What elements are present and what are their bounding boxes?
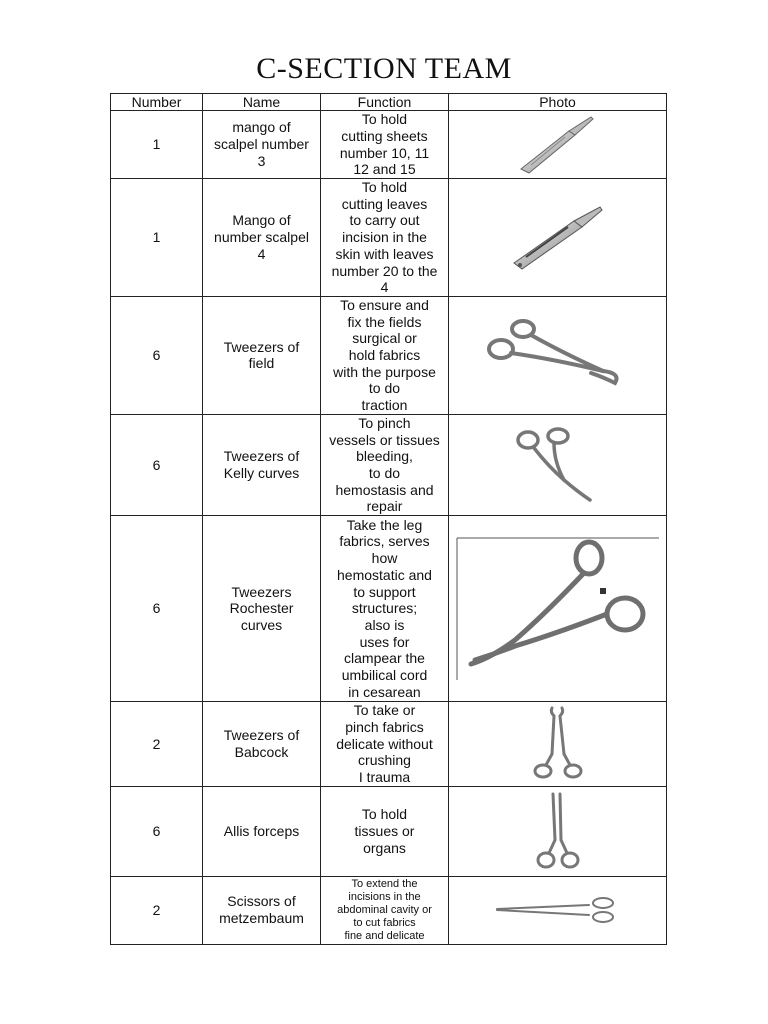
row-number: 2	[111, 702, 203, 787]
row-function: To extend the incisions in the abdominal cavity or to cut fabrics fine and delicate	[321, 876, 449, 944]
table-row	[111, 414, 667, 515]
scalpel-handle-4-icon	[496, 197, 620, 277]
row-name: Tweezers Rochester curves	[203, 516, 321, 702]
row-number: 6	[111, 414, 203, 515]
row-name: Tweezers of Babcock	[203, 702, 321, 787]
table-row	[111, 296, 667, 414]
table-row	[111, 516, 667, 702]
row-function: To take or pinch fabrics delicate without crushing I trauma	[321, 702, 449, 787]
table-row	[111, 179, 667, 297]
row-function: To hold cutting sheets number 10, 11 12 and 15	[321, 111, 449, 179]
row-function: To ensure and fix the fields surgical or hold fabrics with the purpose to do traction	[321, 296, 449, 414]
row-name: Scissors of metzembaum	[203, 876, 321, 944]
kelly-forceps-icon	[508, 426, 608, 504]
metzenbaum-scissors-icon	[493, 895, 623, 925]
page-title: C-SECTION TEAM	[256, 52, 512, 85]
rochester-forceps-icon	[455, 534, 661, 684]
instrument-table	[110, 93, 667, 945]
table-row	[111, 876, 667, 944]
header-number: Number	[111, 94, 203, 111]
row-name: Tweezers of field	[203, 296, 321, 414]
row-function: To pinch vessels or tissues bleeding, to do hemostasis and repair	[321, 414, 449, 515]
row-name: Tweezers of Kelly curves	[203, 414, 321, 515]
row-function: Take the leg fabrics, serves how hemostatic and to support structures; also is uses for clampear the umbilical cord in cesarean	[321, 516, 449, 702]
header-photo: Photo	[449, 94, 667, 111]
row-name: mango of scalpel number 3	[203, 111, 321, 179]
row-name: Allis forceps	[203, 786, 321, 876]
table-row	[111, 786, 667, 876]
table-row	[111, 702, 667, 787]
row-function: To hold cutting leaves to carry out incision in the skin with leaves number 20 to the 4	[321, 179, 449, 297]
allis-forceps-icon	[533, 790, 583, 872]
scalpel-handle-3-icon	[513, 113, 603, 177]
field-forceps-icon	[483, 315, 633, 395]
header-row	[111, 94, 667, 111]
row-number: 2	[111, 876, 203, 944]
row-number: 6	[111, 516, 203, 702]
table-row	[111, 111, 667, 179]
row-name: Mango of number scalpel 4	[203, 179, 321, 297]
row-number: 6	[111, 786, 203, 876]
header-function: Function	[321, 94, 449, 111]
row-number: 6	[111, 296, 203, 414]
row-number: 1	[111, 179, 203, 297]
row-number: 1	[111, 111, 203, 179]
header-name: Name	[203, 94, 321, 111]
babcock-forceps-icon	[528, 704, 588, 784]
row-function: To hold tissues or organs	[321, 786, 449, 876]
